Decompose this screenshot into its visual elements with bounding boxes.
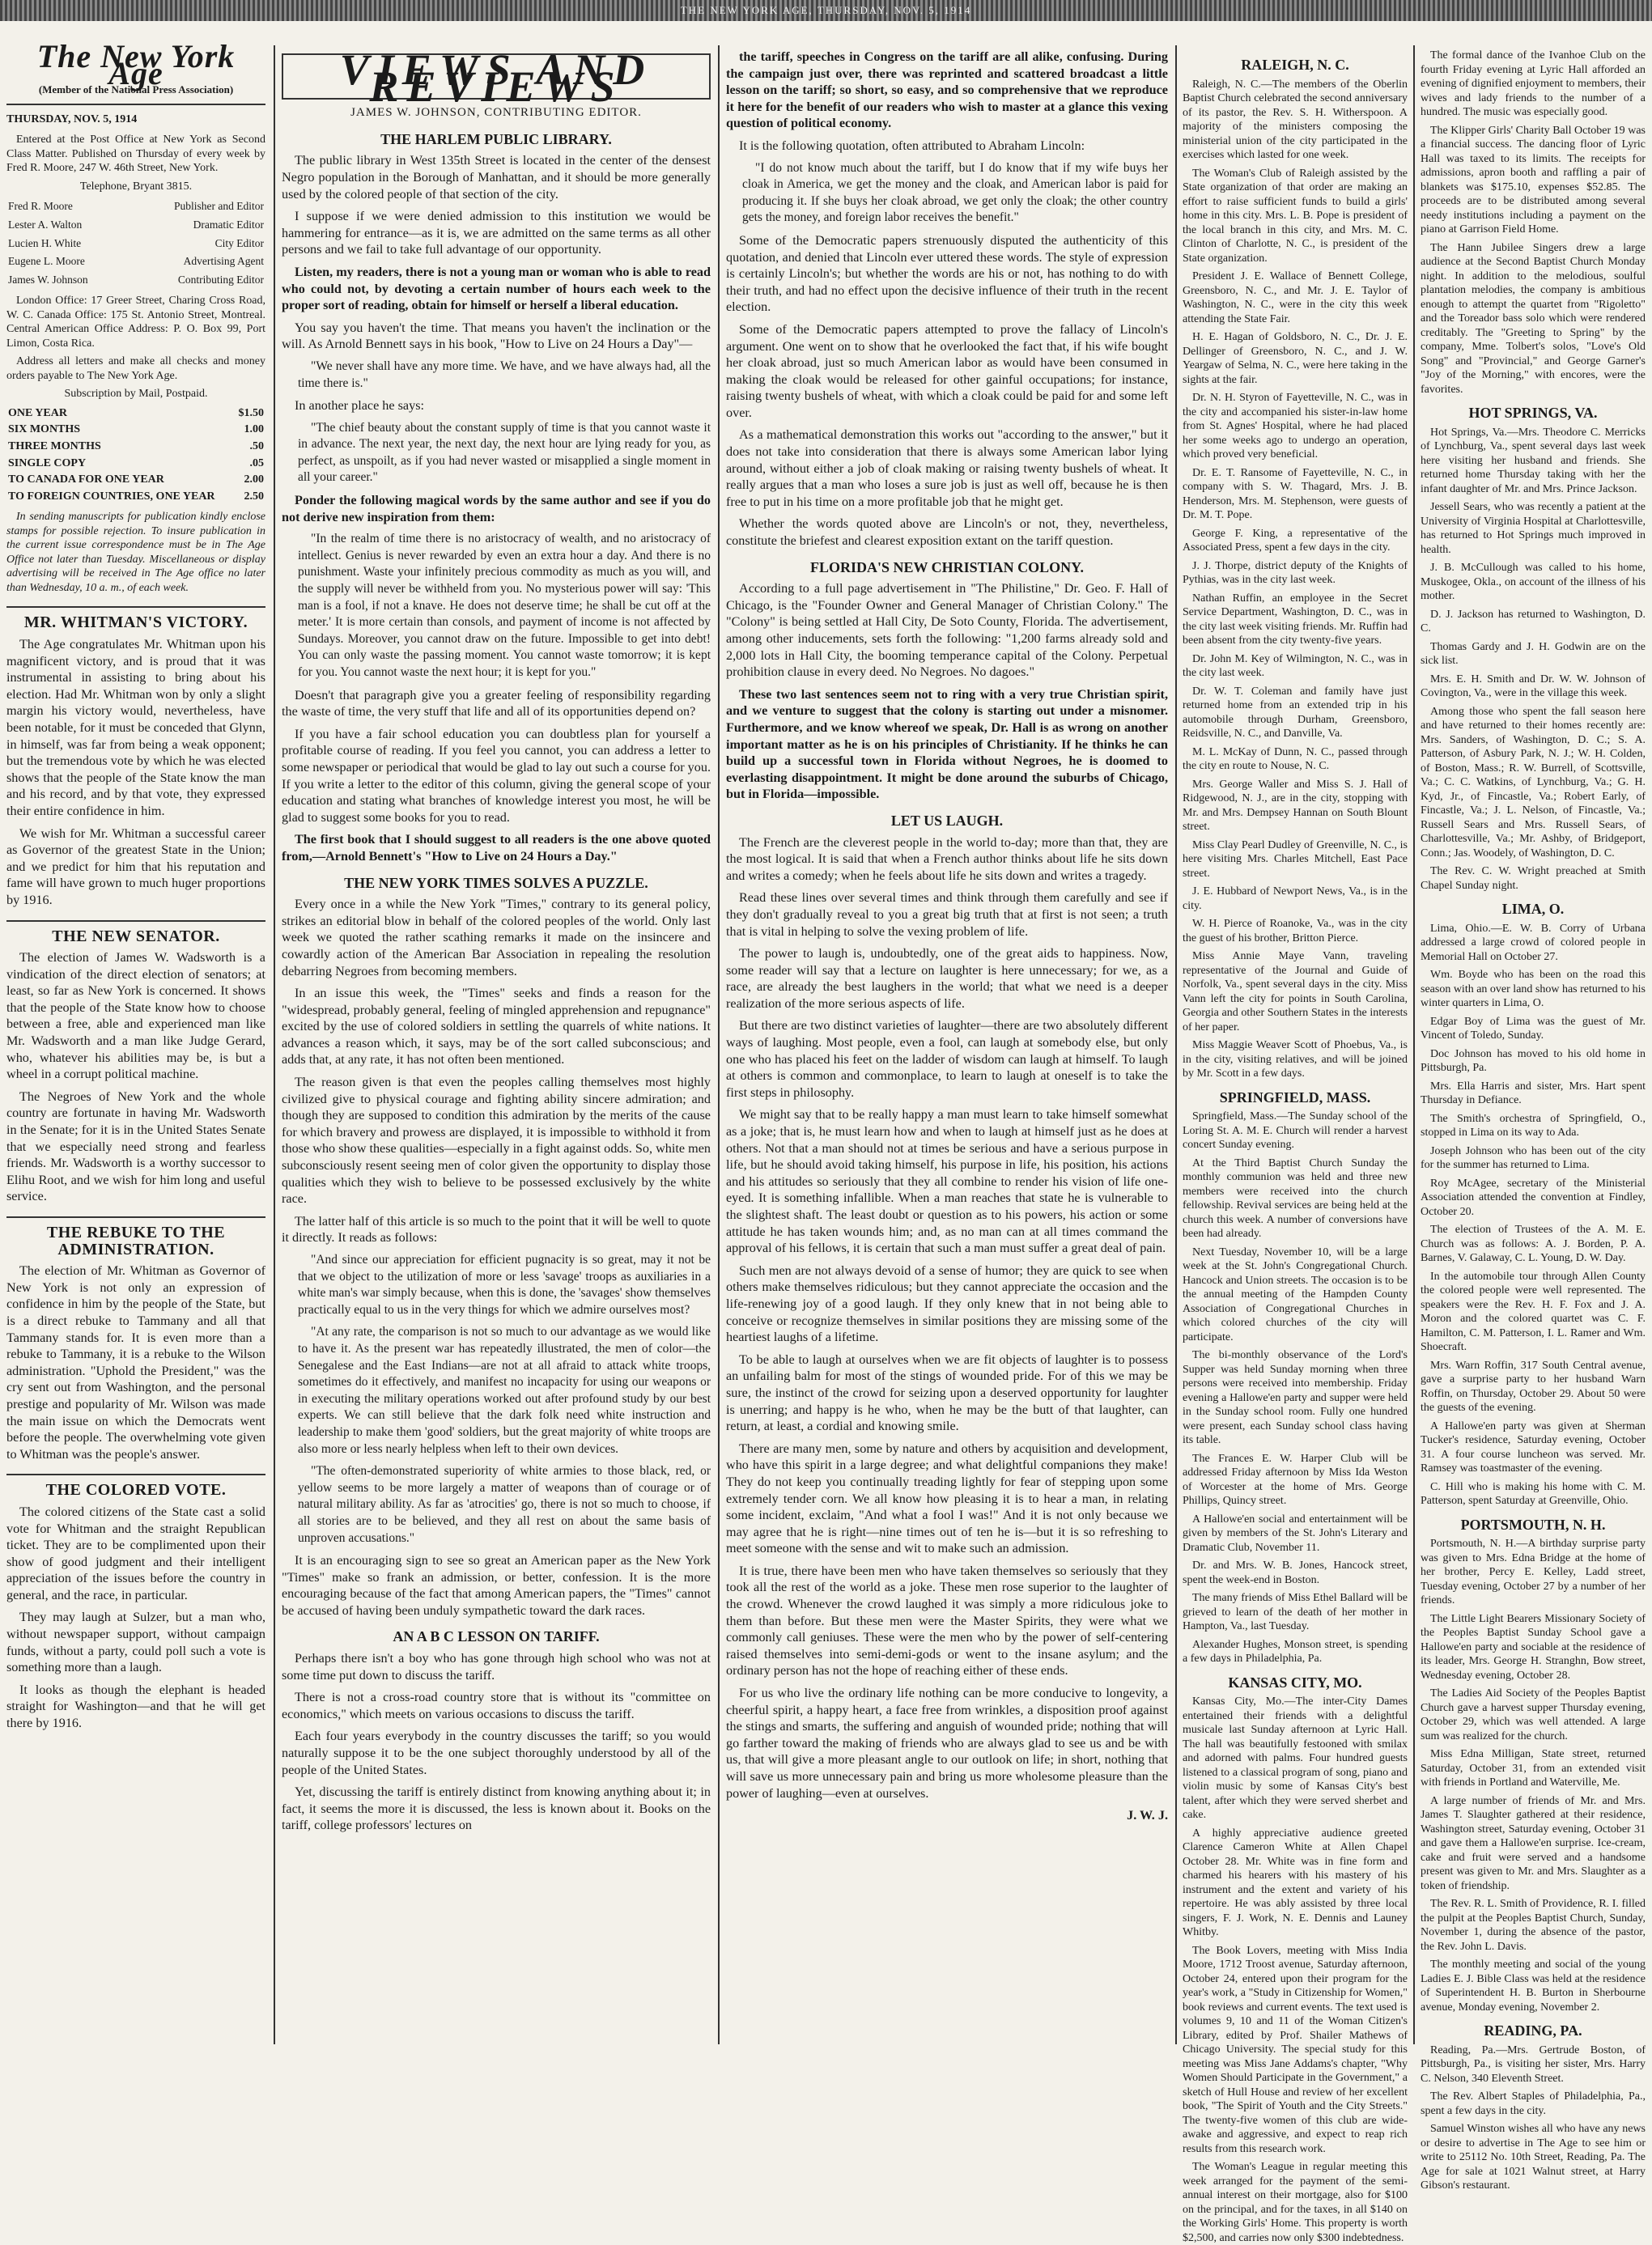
submission-notice: In sending manuscripts for publication kindly enclose stamps for possible rejection. To insure publication in the current issue correspondence must be in The Age Office not later than Tuesday. Miscellaneous or display advertising will be received in The Age office no later than Wednesday, 10 a. m., of each week. (6, 511, 265, 594)
issue-date: THURSDAY, NOV. 5, 1914 (6, 112, 138, 125)
staff-name: Eugene L. Moore (8, 255, 85, 268)
article-paragraph: The reason given is that even the peoples calling themselves most highly civilized give to physical courage and fighting ability sincere admiration; and though they are supposed to condition this admiration by the merits of the cause for which bravery and prowess are displayed, it is impossible to withhold it from those who show these qualities—especially in a fight against odds. So, white men subconsciously resent seeing men of color given the opportunity to display those qualities which they wish to believe to be possessed exclusively by the white race. (282, 1075, 711, 1207)
news-item: Doc Johnson has moved to his old home in Pittsburgh, Pa. (1421, 1047, 1646, 1074)
city-heading: RALEIGH, N. C. (1241, 57, 1349, 73)
article-paragraph: The power to laugh is, undoubtedly, one of the great aids to happiness. Now, some reader will say that a lecture on laughter is here unnecessary; for we, as a race, are already the best laughers in the world; that what we need is a deeper realization of the more serious aspects of life. (726, 946, 1168, 1011)
news-item: Dr. W. T. Coleman and family have just returned home from an extended trip in his automobile through Durham, Greensboro, Reidsville, N. C., and Danville, Va. (1183, 685, 1408, 740)
editorial-heading: MR. WHITMAN'S VICTORY. (6, 606, 265, 631)
news-item: D. J. Jackson has returned to Washington, D. C. (1421, 608, 1646, 634)
staff-name: Lester A. Walton (8, 218, 83, 231)
news-item: Samuel Winston wishes all who have any news or desire to advertise in The Age to see him or write to 25112 No. 10th Street, Reading, Pa. The Age for sale at 1021 Walnut street, at Harry Gibson's restaurant. (1421, 2123, 1646, 2192)
address-note: Address all letters and make all checks and money orders payable to The New York Age. (6, 355, 265, 382)
article-paragraph: They may laugh at Sulzer, but a man who, without newspaper support, without campaign funds, without a party, could poll such a vote is something more than a laugh. (6, 1610, 265, 1675)
news-item: Miss Annie Maye Vann, traveling representative of the Journal and Guide of Norfolk, Va., spent several days in the city. Miss Vann left the city for points in South Carolina, Georgia and other Southern States in the interests of her paper. (1183, 950, 1408, 1033)
entry-notice: Entered at the Post Office at New York as Second Class Matter. Published on Thursday of every week by Fred R. Moore, 247 W. 46th Street, New York. (6, 134, 265, 175)
rate-price: .05 (249, 456, 264, 469)
article-paragraph: We might say that to be really happy a man must learn to take himself somewhat as a joke; that is, he must learn how and when to laugh at himself just as he does at others. Not that a man should not at times be serious and have a serious purpose in life, but he should avoid taking himself, his purpose in life, his position, his actions and his attitudes so seriously that they all combine to render his vision of life one-eyed. It is something infallible. When a man reaches that state he is vulnerable to the slightest shaft. The least doubt or question as to his powers, his action or some attitude he has taken wounds him; and, as no man can at all times command the approval of his fellows, it is certain that such a man must suffer a great deal of pain. (726, 1107, 1168, 1256)
article-paragraph: Every once in a while the New York "Times," contrary to its general policy, strikes an editorial blow in behalf of the colored peoples of the world. Only last week we quoted the rather scathing remarks it made on the insincere and cowardly action of the American Bar Association in repealing the resolution debarring Negroes from becoming members. (282, 897, 711, 978)
block-quote: "In the realm of time there is no aristocracy of wealth, and no aristocracy of intellect. Genius is never rewarded by even an extra hour a day. And there is no punishment. Waste your infinitely precious commodity as much as you will, and the supply will never be withheld from you. No mysterious power will say: 'This man is a fool, if not a knave. He does not deserve time; he shall be cut off at the meter.' It is more certain than consols, and payment of income is not affected by Sundays. Moreover, you cannot draw on the future. Impossible to get into debt! You can only waste the passing moment. You cannot waste tomorrow; it is kept for you. You cannot waste the next hour; it is kept for you." (298, 532, 711, 679)
column-rule (1175, 45, 1177, 2044)
news-item: A highly appreciative audience greeted Clarence Cameron White at Allen Chapel October 28. Mr. White was in fine form and charmed his hearers with his mastery of his instrument and the extent and variety of his repertoire. He was ably assisted by three local singers, F. J. Work, N. E. Dennis and Launey Whitby. (1183, 1827, 1408, 1938)
article-paragraph: We wish for Mr. Whitman a successful career as Governor of the greatest State in the Union; and we predict for him that his reputation and fame will have grown to much huger proportions by 1916. (6, 825, 265, 907)
article-paragraph: It is an encouraging sign to see so great an American paper as the New York "Times" make so frank an admission, or better, confession. It is the more encouraging because of the fact that among American papers, the "Times" cannot be accused of having been unduly sympathetic toward the dark races. (282, 1553, 711, 1618)
article-paragraph: It is the following quotation, often attributed to Abraham Lincoln: (739, 138, 1085, 153)
article-paragraph: The election of Mr. Whitman as Governor of New York is not only an expression of confidence in him by the people of the State, but is a direct rebuke to Tammany and all that Tammany stands for. It is even more than a rebuke to Tammany, it is a rebuke to the Wilson administration. "Uphold the President," was the cry sent out from Washington, and the personal prestige and popularity of Mr. Wilson was made the main issue on which the Democrats went before the people. The overwhelming vote given to Whitman was the people's answer. (6, 1263, 265, 1462)
column-5 (1421, 49, 1646, 2192)
article-paragraph: Perhaps there isn't a boy who has gone through high school who was not at some time put down to discuss the tariff. (282, 1651, 711, 1683)
news-item: The Frances E. W. Harper Club will be addressed Friday afternoon by Miss Ida Weston of Worcester at the home of Mrs. George Phillips, Quincy street. (1183, 1452, 1408, 1507)
offices: London Office: 17 Greer Street, Charing Cross Road, W. C. Canada Office: 175 St. Antonio Street, Montreal. Central American Office Address: P. O. Box 99, Port Limon, Costa Rica. (6, 295, 265, 350)
office-info (6, 294, 265, 401)
staff-role: Dramatic Editor (193, 218, 264, 231)
section-heading: FLORIDA'S NEW CHRISTIAN COLONY. (809, 558, 1085, 575)
article-paragraph: Read these lines over several times and think through them carefully and see if they don't gradually reveal to you a great big truth that at first is not seen; a truth that is vital in helping to solve the vexing problem of life. (726, 890, 1168, 939)
news-item: Mrs. George Waller and Miss S. J. Hall of Ridgewood, N. J., are in the city, stopping with Mr. and Mrs. Dempsey Hannan on South Blount street. (1183, 778, 1408, 833)
city-heading: HOT SPRINGS, VA. (1468, 405, 1598, 421)
city-heading: SPRINGFIELD, MASS. (1219, 1089, 1371, 1106)
column-4 (1183, 49, 1408, 2244)
news-item: The bi-monthly observance of the Lord's Supper was held Sunday morning when three persons were received into membership. Friday evening a Hallowe'en party and supper were held in the Sunday school room. Fully one hundred were present, each Sunday school class having its table. (1183, 1349, 1408, 1446)
block-quote: "At any rate, the comparison is not so much to our advantage as we would like to have it. As the present war has repeatedly illustrated, the men of color—the Senegalese and the East Indians—are not at all afraid to attack white troops, sometimes do it effectively, and manifest no incapacity for using our weapons or in executing the military operations worked out after profound study by our best experts. We can still believe that the dark folk need white instruction and leadership to make them 'good' soldiers, but the great majority of white troops are also more or less nearly helpless when left to their own devices. (298, 1325, 711, 1456)
subscription-title: Subscription by Mail, Postpaid. (64, 388, 208, 401)
article-paragraph: There is not a cross-road country store that is without its "committee on economics," which meets on various occasions to discuss the tariff. (282, 1690, 711, 1721)
city-heading: READING, PA. (1484, 2022, 1582, 2039)
masthead-member-line: (Member of the National Press Association) (38, 83, 234, 96)
rate-term: TO CANADA FOR ONE YEAR (8, 473, 164, 486)
article-paragraph: To be able to laugh at ourselves when we are fit objects of laughter is to possess an unfailing balm for most of the stings of wounded pride. For of this we may be sure, the instinct of the crowd for seizing upon a deserved opportunity for laughter is unerring; and happy is he who, when he may be the butt of that laughter, can return, at least, a cordial and knowing smile. (726, 1352, 1168, 1434)
staff-name: Lucien H. White (8, 236, 82, 249)
telephone: Telephone, Bryant 3815. (79, 180, 193, 193)
article-paragraph: There are many men, some by nature and others by acquisition and development, who have this spirit in a large degree; and what delightful companions they make! They do not keep you continually treading lightly for fear of stepping upon some extremely tender corn. We all know how pleasing it is to hear a man, in relating some incident, exclaim, "And what a fool I was!" And it is not only because we may agree that he is right—nine times out of ten he is—but it is so refreshing to meet someone with the sense and wit to make such an admission. (726, 1441, 1168, 1556)
rate-price: 2.50 (244, 490, 264, 503)
article-paragraph: According to a full page advertisement in "The Philistine," Dr. Geo. F. Hall of Chicago, is the "Founder Owner and General Manager of Christian Colony." The "Colony" is being settled at Hall City, De Soto County, Florida. The advertisement, among other inducements, sets forth the following: "1,200 farms already sold and 2,000 lots in Hall City, the booming temperance capital of the Colony. Perpetual prohibition clause in every deed. No Negroes. No dagoes." (726, 581, 1168, 680)
article-paragraph: These two last sentences seem not to ring with a very true Christian spirit, and we venture to suggest that the colony is starting out under a misnomer. Furthermore, and we know whereof we speak, Dr. Hall is as wrong on another important matter as he is on his principles of Christianity. If he thinks he can build up a successful town in Florida without Negroes, he is doomed to everlasting disappointment. It might be done around the suburbs of Chicago, but in Florida—impossible. (726, 686, 1168, 802)
article-paragraph: The public library in West 135th Street is located in the center of the densest Negro population in the Borough of Manhattan, and it should be more generally used by the colored people of that section of the city. (282, 153, 711, 202)
editorial-heading: THE COLORED VOTE. (6, 1474, 265, 1499)
rate-term: THREE MONTHS (8, 440, 101, 453)
rate-price: .50 (249, 440, 264, 453)
staff-role: Contributing Editor (177, 273, 264, 286)
news-item: Nathan Ruffin, an employee in the Secret Service Department, Washington, D. C., was in the city last week visiting friends. Mr. Ruffin had been absent from the city twenty-five years. (1183, 592, 1408, 647)
news-item: Miss Maggie Weaver Scott of Phoebus, Va., is in the city, visiting relatives, and will be joined by Mr. Scott in a few days. (1183, 1039, 1408, 1080)
news-item: Mrs. Ella Harris and sister, Mrs. Hart spent Thursday in Defiance. (1421, 1080, 1646, 1106)
article-paragraph: The first book that I should suggest to all readers is the one above quoted from,—Arnold Bennett's "How to Live on 24 Hours a Day." (282, 832, 711, 864)
section-heading: THE HARLEM PUBLIC LIBRARY. (380, 130, 612, 147)
news-item: The Rev. C. W. Wright preached at Smith Chapel Sunday night. (1421, 865, 1646, 892)
article-paragraph: It looks as though the elephant is headed straight for Washington—and that he will get there by 1916. (6, 1682, 265, 1731)
news-item: Wm. Boyde who has been on the road this season with an over land show has returned to his winter quarters in Lima, O. (1421, 969, 1646, 1009)
article-paragraph: I suppose if we were denied admission to this institution we would be hammering for entrance—as it is, we are admitted on the same terms as all other persons and we fail to take full advantage of our opportunity. (282, 209, 711, 257)
news-item: C. Hill who is making his home with C. M. Patterson, spent Saturday at Greenville, Ohio. (1421, 1480, 1646, 1507)
news-item: Miss Clay Pearl Dudley of Greenville, N. C., is here visiting Mrs. Charles Mitchell, East Pace street. (1183, 838, 1408, 880)
news-item: The Ladies Aid Society of the Peoples Baptist Church gave a harvest supper Thursday evening, October 29, which was well attended. A large sum was realized for the church. (1421, 1687, 1646, 1742)
news-item: The monthly meeting and social of the young Ladies E. J. Bible Class was held at the residence of Superintendent H. B. Burton in Sherbourne avenue, Monday evening, November 2. (1421, 1959, 1646, 2014)
news-item: Dr. John M. Key of Wilmington, N. C., was in the city last week. (1183, 652, 1408, 679)
news-item: Roy McAgee, secretary of the Ministerial Association attended the convention at Findley, October 20. (1421, 1177, 1646, 1218)
article-paragraph: The French are the cleverest people in the world to-day; more than that, they are the most logical. It is said that when a French author thinks about life he sits down and writes a comedy; when he feels about life he sits down and writes a tragedy. (726, 834, 1168, 883)
news-item: The Klipper Girls' Charity Ball October 19 was a financial success. The dancing floor of Lyric Hall was taxed to its limits. The receipts for admissions, apron booth and raffling a pair of blankets was $175.10, expenses $52.85. The proceeds are to be distributed among several needy institutions including a payment on the piano at Garrison Field Home. (1421, 124, 1646, 236)
article-paragraph: The election of James W. Wadsworth is a vindication of the direct election of senators; at least, so far as New York is concerned. It shows that the people of the State know how to choose between a free, able and experienced man like Mr. Wadsworth and a man like Judge Gerard, who, whatever his abilities may be, is but a wheel in a corrupt political machine. (6, 950, 265, 1082)
news-item: Alexander Hughes, Monson street, is spending a few days in Philadelphia, Pa. (1183, 1638, 1408, 1665)
article-paragraph: In an issue this week, the "Times" seeks and finds a reason for the "widespread, probably general, feeling of mingled apprehension and repugnance" excited by the use of colored soldiers in settling the quarrels of white nations. It advances a reason which, it says, may be of the sort called subconscious; and adds that, at any rate, it has not often been mentioned. (282, 986, 711, 1067)
news-item: M. L. McKay of Dunn, N. C., passed through the city en route to Nouse, N. C. (1183, 745, 1408, 772)
news-item: J. E. Hubbard of Newport News, Va., is in the city. (1183, 885, 1408, 912)
staff-role: Publisher and Editor (174, 200, 264, 213)
staff-role: Advertising Agent (183, 255, 264, 268)
rate-price: 2.00 (244, 473, 264, 486)
publication-info (6, 133, 265, 193)
article-paragraph: If you have a fair school education you can doubtless plan for yourself a profitable course of reading. If you feel you cannot, you can address a letter to some newspaper or periodical that would be glad to lay out such a course for you. If you write a letter to the editor of this column, giving the general scope of your education and stating what branches of knowledge interest you most, he will be glad to suggest some books for you to read. (282, 726, 711, 825)
city-heading: LIMA, O. (1501, 901, 1565, 917)
news-item: The election of Trustees of the A. M. E. Church was as follows: A. J. Borden, P. A. Barnes, V. Galaway, C. L. Young, D. W. Day. (1421, 1224, 1646, 1264)
article-paragraph: You say you haven't the time. That means you haven't the inclination or the will. As Arnold Bennett says in his book, "How to Live on 24 Hours a Day"— (282, 320, 711, 352)
column-rule (1413, 45, 1415, 2044)
article-paragraph: the tariff, speeches in Congress on the tariff are all alike, confusing. During the campaign just over, there was reprinted and scattered broadcast a little lesson on the tariff; so short, so easy, and so comprehensive that we reproduce it here for the benefit of our readers who wish to master at a glance this vexing question of political economy. (726, 49, 1168, 131)
column-2 (282, 45, 711, 2048)
subscription-rates (6, 405, 265, 506)
news-item: H. E. Hagan of Goldsboro, N. C., Dr. J. E. Dellinger of Greensboro, N. C., and J. W. Yeargaw of Selma, N. C., were here taking in the sights at the fair. (1183, 331, 1408, 386)
news-item: The Rev. R. L. Smith of Providence, R. I. filled the pulpit at the Peoples Baptist Church, Sunday, November 1, during the absence of the pastor, the Rev. John L. Davis. (1421, 1898, 1646, 1953)
block-quote: "We never shall have any more time. We have, and we have always had, all the time there is." (298, 359, 711, 390)
article-paragraph: But there are two distinct varieties of laughter—there are two absolutely different ways of laughing. Most people, even a fool, can laugh at somebody else, but only one who has placed his feet on the ladder of wisdom can laugh at himself. To laugh at others is common and commonplace, to learn to laugh at oneself is to take the first steps in philosophy. (726, 1018, 1168, 1100)
news-item: Miss Edna Milligan, State street, returned Saturday, October 31, from an extended visit with friends in Portland and Waterville, Me. (1421, 1748, 1646, 1789)
rate-price: 1.00 (244, 423, 264, 436)
article-paragraph: For us who live the ordinary life nothing can be more conducive to longevity, a cheerful spirit, a happy heart, a face free from wrinkles, a disposition proof against the stings and smarts, the suffering and anguish of wounded pride; nothing that will go farther toward the making of friends who are always glad to see us and be with us, that will give a more pleasant angle to our outlook on life; in short, nothing that will save us more unnecessary pain and bring us more wholesome pleasure than the power of laughing—even at ourselves. (726, 1686, 1168, 1801)
section-heading: THE NEW YORK TIMES SOLVES A PUZZLE. (344, 874, 648, 891)
article-paragraph: Ponder the following magical words by the same author and see if you do not derive new inspiration from them: (282, 493, 711, 524)
rate-term: TO FOREIGN COUNTRIES, ONE YEAR (8, 490, 215, 503)
notice (6, 510, 265, 595)
page-header-banner: THE NEW YORK AGE, THURSDAY, NOV. 5, 1914 (0, 0, 1652, 21)
news-item: The Smith's orchestra of Springfield, O., stopped in Lima on its way to Ada. (1421, 1112, 1646, 1139)
block-quote: "The often-demonstrated superiority of white armies to those black, red, or yellow seems to be more largely a matter of weapons than of courage or of natural military ability. As far as 'atrocities' go, there is not so much to choose, if all stories are to be believed, and they all rest on about the same basis of unproven accusations." (298, 1464, 711, 1545)
views-and-reviews-title: VIEWS AND REVIEWS (282, 53, 711, 100)
news-item: Lima, Ohio.—E. W. B. Corry of Urbana addressed a large crowd of colored people in Memorial Hall on October 27. (1421, 922, 1646, 963)
news-item: Reading, Pa.—Mrs. Gertrude Boston, of Pittsburgh, Pa., is visiting her sister, Mrs. Harry C. Nelson, 340 Eleventh Street. (1421, 2043, 1646, 2085)
column-rule (718, 45, 720, 2044)
editorial-heading: THE REBUKE TO THE ADMINISTRATION. (6, 1216, 265, 1258)
news-item: J. J. Thorpe, district deputy of the Knights of Pythias, was in the city last week. (1183, 559, 1408, 586)
news-item: Edgar Boy of Lima was the guest of Mr. Vincent of Toledo, Sunday. (1421, 1015, 1646, 1042)
news-item: Dr. E. T. Ransome of Fayetteville, N. C., in company with S. W. Thagard, Mrs. J. B. Henderson, Mrs. M. Stephenson, were guests of Dr. M. T. Pope. (1183, 466, 1408, 521)
news-item: Springfield, Mass.—The Sunday school of the Loring St. A. M. E. Church will render a harvest concert Sunday evening. (1183, 1110, 1408, 1151)
news-item: Dr. N. H. Styron of Fayetteville, N. C., was in the city and accompanied his sister-in-law home from St. Agnes' Hospital, where he had placed her some weeks ago to undergo an operation, which proved very beneficial. (1183, 392, 1408, 460)
article-paragraph: The latter half of this article is so much to the point that it will be well to quote it directly. It reads as follows: (282, 1213, 711, 1246)
article-paragraph: Each four years everybody in the country discusses the tariff; so you would naturally suppose it to be the one subject thoroughly understood by all of the people of the United States. (282, 1729, 711, 1777)
article-paragraph: The colored citizens of the State cast a solid vote for Whitman and the straight Republican ticket. They are to be complimented upon their show of good judgment and their intelligent appreciation of the issues before the country in general, and the race, in particular. (6, 1504, 265, 1602)
article-paragraph: As a mathematical demonstration this works out "according to the answer," but it does not take into consideration that there is always some American labor lying around, without either a job of cloak making or raising twenty bushels of wheat. It really argues that a man who loses a sure job is just as well off, because he is then free to put in his time on a more profitable job that he might get. (726, 427, 1168, 509)
news-item: Thomas Gardy and J. H. Godwin are on the sick list. (1421, 640, 1646, 667)
staff-name: Fred R. Moore (8, 200, 73, 213)
section-heading: AN A B C LESSON ON TARIFF. (393, 1628, 600, 1645)
news-item: The Woman's Club of Raleigh assisted by the State organization of that order are making an effort to raise sufficient funds to build a girls' home in this city. Mrs. L. B. Pope is president of the local branch in this city, and Mrs. M. C. Clinton of Charlotte, N. C., is president of the State organization. (1183, 167, 1408, 265)
article-paragraph: The Age congratulates Mr. Whitman upon his magnificent victory, and is proud that it was instrumental in assisting to bring about his election. Had Mr. Whitman won by only a slight margin his victory would, nevertheless, have been notable, for it must be conceded that Glynn, in himself, was far from being a weak opponent; but the tremendous vote by which he was elected shows that the people of the State know the man and his record, and by that vote, they expressed their entire confidence in him. (6, 637, 265, 818)
news-item: Portsmouth, N. H.—A birthday surprise party was given to Mrs. Edna Bridge at the home of her brother, Percy E. Kelley, Ladd street, Tuesday evening, October 27 by a number of her friends. (1421, 1538, 1646, 1606)
rate-term: SIX MONTHS (8, 423, 81, 436)
news-item: At the Third Baptist Church Sunday the monthly communion was held and three new members were received into the church fellowship. Revival services are being held at the church this week. A number of conversions have been had already. (1183, 1156, 1408, 1240)
rate-term: ONE YEAR (8, 406, 67, 419)
news-item: President J. E. Wallace of Bennett College, Greensboro, N. C., and Mr. J. E. Taylor of Washington, N. C., were in the city this week attending the State Fair. (1183, 270, 1408, 325)
article-paragraph: Some of the Democratic papers attempted to prove the fallacy of Lincoln's argument. One went on to show that he overlooked the fact that, if his wife bought her cloak abroad, just so much American labor as would have been consumed in making the cloak would be released for other gainful occupations; for instance, raising twenty bushels of wheat, with which a cloak could be paid for and some left over. (726, 321, 1168, 420)
news-item: Jessell Sears, who was recently a patient at the University of Virginia Hospital at Charlottesville, has returned to Hot Springs much improved in health. (1421, 501, 1646, 556)
news-item: Next Tuesday, November 10, will be a large week at the St. John's Congregational Church. Hancock and Union streets. The occasion is to be the annual meeting of the Hampden County Association of Congregational Churches in which colored churches of the city will participate. (1183, 1246, 1408, 1343)
article-paragraph: It is true, there have been men who have taken themselves so seriously that they took all the rest of the world as a joke. These men rose superior to the laughter of the crowd. Whenever the crowd laughed it was simply a more ridiculous joke to them than before. But these men were the Master Spirits, they were what we commonly call geniuses. These were the men who by the power of self-centering raised themselves into semi-demi-gods or went to the insane asylum; and the ordinary person has not the hope of reaching either of these ends. (726, 1563, 1168, 1678)
news-item: Mrs. E. H. Smith and Dr. W. W. Johnson of Covington, Va., were in the village this week. (1421, 673, 1646, 699)
news-item: A Hallowe'en party was given at Sherman Tucker's residence, Saturday evening, October 31. A four course luncheon was served. Mr. Ramsey was toastmaster of the evening. (1421, 1420, 1646, 1475)
staff-role: City Editor (214, 236, 264, 249)
block-quote: "The chief beauty about the constant supply of time is that you cannot waste it in advance. The next year, the next day, the next hour are lying ready for you, as perfect, as unspoilt, as if you had never wasted or misapplied a single moment in all your career." (298, 420, 711, 485)
article-paragraph: Yet, discussing the tariff is entirely distinct from knowing anything about it; in fact, it seems the more it is discussed, the less is known about it. Books on the tariff, college professors' lectures on (282, 1785, 711, 1833)
article-paragraph: Some of the Democratic papers strenuously disputed the authenticity of this quotation, and denied that Lincoln ever uttered these words. The style of expression is certainly Lincoln's; but whether the words are his or not, has nothing to do with their truth, and had no effect upon the decisive influence of their truth in the recent election. (726, 232, 1168, 315)
news-item: Joseph Johnson who has been out of the city for the summer has returned to Lima. (1421, 1144, 1646, 1171)
staff-name: James W. Johnson (8, 273, 88, 286)
news-item: Among those who spent the fall season here and have returned to their homes recently are: Mrs. Sanders, of Washington, D. C.; S. A. Patterson, of Asbury Park, N. J.; W. H. Colden, of Boston, Mass.; R. W. Burrell, of Scottsville, Va.; C. C. Watkins, of Lynchburg, Va.; G. H. Kyd, Jr., of Fincastle, Va.; Robert Early, of Fincastle, Va.; J. L. Nelson, of Fincastle, Va.; Russell Sears and Mrs. Russell Sears, of Charlottesville, Va.; Mr. Ashby, of Bridgeport, Conn.; Jas. Woodely, of Washington, D. C. (1421, 705, 1646, 859)
news-item: The Little Light Bearers Missionary Society of the Peoples Baptist Sunday School gave a Hallowe'en party and sociable at the residence of its leader, Mrs. George H. Stranghn, Bow street, Wednesday evening, October 28. (1421, 1612, 1646, 1682)
news-item: Dr. and Mrs. W. B. Jones, Hancock street, spent the week-end in Boston. (1183, 1560, 1408, 1586)
block-quote: "I do not know much about the tariff, but I do know that if my wife buys her cloak in America, we get the money and the cloak, and American labor is paid for producing it. If she buys her cloak abroad, we get only the cloak; the other country gets the money, and foreign labor receives the benefit." (742, 160, 1168, 225)
article-paragraph: Whether the words quoted above are Lincoln's or not, they, nevertheless, constitute the briefest and clearest exposition extant on the tariff question. (726, 516, 1168, 549)
masthead (6, 38, 265, 105)
news-item: Hot Springs, Va.—Mrs. Theodore C. Merricks of Lynchburg, Va., spent several days last week here visiting her husband and friends. She returned home Thursday taking with her the infant daughter of Mr. and Mrs. Prince Jackson. (1421, 426, 1646, 495)
column-3 (726, 49, 1168, 2048)
section-heading: LET US LAUGH. (890, 812, 1004, 829)
staff-list (6, 197, 265, 289)
article-paragraph: Listen, my readers, there is not a young man or woman who is able to read who could not, by devoting a certain number of hours each week to the proper sort of reading, obtain for himself or herself a liberal education. (282, 264, 711, 313)
news-item: A large number of friends of Mr. and Mrs. James T. Slaughter gathered at their residence, Washington street, Saturday evening, October 31 and gave them a Hallowe'en surprise. Ice-cream, cake and fruit were served and a handsome present was given to Mr. and Mrs. Slaughter as a token of friendship. (1421, 1794, 1646, 1892)
column-rule (274, 45, 275, 2044)
news-item: The Woman's League in regular meeting this week arranged for the payment of the semi-annual interest on their mortgage, also for $100 on the principal, and for the taxes, in all $140 on the Working Girls' Home. This property is worth $2,500, and carries now only $300 indebtedness. (1183, 2161, 1408, 2244)
news-item: Raleigh, N. C.—The members of the Oberlin Baptist Church celebrated the second anniversary of its pastor, the Rev. S. H. Witherspoon. A majority of the ministers composing the ministerial union of the city participated in the exercises which lasted for one week. (1183, 78, 1408, 161)
newspaper-name: The New York Age (36, 38, 236, 91)
rate-term: SINGLE COPY (8, 456, 87, 469)
news-item: The Hann Jubilee Singers drew a large audience at the Second Baptist Church Monday night. In addition to the melodious, soulful plantation melodies, the company is ambitious enough to attempt the quartet from "Rigoletto" and the Toreador bass solo which were rendered creditably. The "Greeting to Spring" by the company, Mme. Tolbert's solos, "Love's Old Song" and "Provincial," and George Garner's "Joy of the Morning," with encores, were the favorites. (1421, 241, 1646, 396)
news-item: J. B. McCullough was called to his home, Muskogee, Okla., on account of the illness of his mother. (1421, 562, 1646, 602)
news-item: The Rev. Albert Staples of Philadelphia, Pa., spent a few days in the city. (1421, 2090, 1646, 2117)
news-item: W. H. Pierce of Roanoke, Va., was in the city the guest of his brother, Britton Pierce. (1183, 918, 1408, 944)
author-signature: J. W. J. (1127, 1808, 1168, 1823)
article-paragraph: The Negroes of New York and the whole country are fortunate in having Mr. Wadsworth in the Senate; for it is in the United States Senate that we especially need strong and fearless friends. Mr. Wadsworth is a worthy successor to Elihu Root, and we wish for him long and useful service. (6, 1089, 265, 1204)
article-paragraph: In another place he says: (295, 398, 425, 414)
rate-price: $1.50 (238, 406, 264, 419)
contributing-editor-byline: JAMES W. JOHNSON, CONTRIBUTING EDITOR. (350, 106, 642, 120)
news-item: Mrs. Warn Roffin, 317 South Central avenue, gave a surprise party to her husband Warn Roffin, on Thursday, October 29. About 50 were the guests of the evening. (1421, 1359, 1646, 1414)
news-item: George F. King, a representative of the Associated Press, spent a few days in the city. (1183, 527, 1408, 554)
news-item: The many friends of Miss Ethel Ballard will be grieved to learn of the death of her mother in Hampton, Va., last Tuesday. (1183, 1592, 1408, 1632)
article-paragraph: Such men are not always devoid of a sense of humor; they are quick to see when others make themselves ridiculous; but they cannot appreciate the occasion and the life-renewing joy of a good laugh. If they only knew that in not being able to conceive or recognize themselves in similar positions they are missing some of the heartiest laughs of a lifetime. (726, 1263, 1168, 1345)
editorial-heading: THE NEW SENATOR. (6, 920, 265, 945)
city-heading: KANSAS CITY, MO. (1228, 1674, 1362, 1691)
news-item: In the automobile tour through Allen County the colored people were well represented. The speakers were the Rev. H. F. Fox and J. A. Moron and the colored quartet was C. F. Hamilton, C. M. Patterson, I. L. Ramer and Wm. Shoecraft. (1421, 1270, 1646, 1353)
news-item: The Book Lovers, meeting with Miss India Moore, 1712 Troost avenue, Saturday afternoon, October 24, entered upon their program for the year's work, a "Study in Citizenship for Women," book reviews and current events. The text used is volumes 9, 10 and 11 of the Woman Citizen's Library, edited by Prof. Shailer Mathews of Chicago University. The special study for this meeting was Miss Jane Addams's chapter, "Why Women Should Participate in the Government," a sketch of Hull House and review of her excellent book, "The Spirit of Youth and the City Streets." The twenty-five women of this club are wide-awake and aggressive, and expect to reap rich results from this research work. (1183, 1944, 1408, 2155)
block-quote: "And since our appreciation for efficient pugnacity is so great, may it not be that we object to the utilization of more or less 'savage' troops as auxiliaries in a white man's war simply because, when this is done, the 'savages' show themselves practically equal to us in the very things for which we admire ourselves most? (298, 1253, 711, 1317)
column-1 (6, 38, 265, 2048)
article-paragraph: Doesn't that paragraph give you a greater feeling of responsibility regarding the waste of time, the very stuff that life and all of its opportunities depend on? (282, 687, 711, 719)
news-item: A Hallowe'en social and entertainment will be given by members of the St. John's Literary and Dramatic Club, November 11. (1183, 1513, 1408, 1554)
news-item: The formal dance of the Ivanhoe Club on the fourth Friday evening at Lyric Hall afforded an evening of dignified enjoyment to members, their wives and lady friends to the number of a hundred. The music was especially good. (1421, 49, 1646, 118)
news-item: Kansas City, Mo.—The inter-City Dames entertained their friends with a delightful musicale last Sunday afternoon at Lyric Hall. The hall was beautifully festooned with smilax and adorned with palms. Four hundred guests listened to a classical program of song, piano and violin music by some of Kansas City's best talent, after which they were served sherbet and cake. (1183, 1695, 1408, 1821)
city-heading: PORTSMOUTH, N. H. (1460, 1516, 1606, 1533)
